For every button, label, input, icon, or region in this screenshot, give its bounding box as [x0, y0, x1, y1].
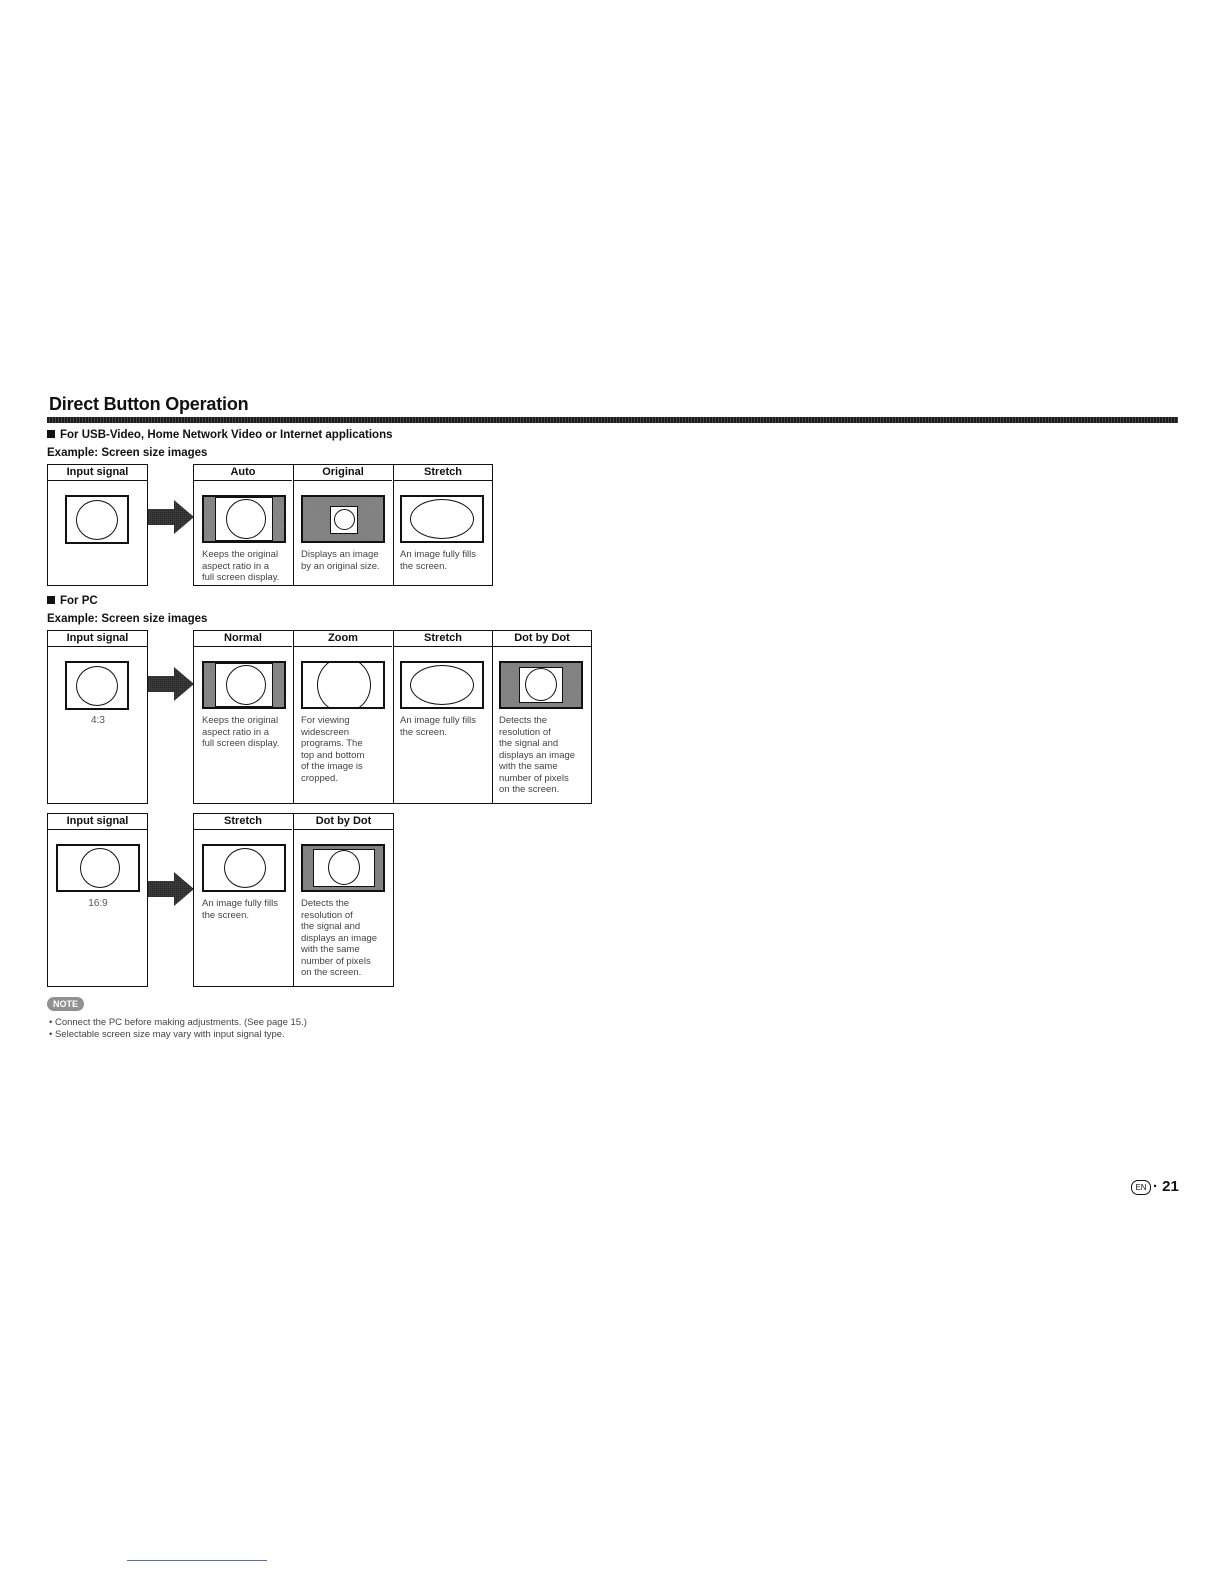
pc-input-box-4-3: [47, 630, 148, 804]
input-ratio-label: 4:3: [91, 715, 105, 726]
mode-header-stretch: Stretch: [394, 631, 492, 647]
title-divider: [47, 417, 1178, 423]
bullet-square-icon: [47, 596, 55, 604]
circle-image-icon: [226, 665, 266, 705]
mode-header-dot-by-dot: Dot by Dot: [493, 631, 591, 647]
desc-dot-by-dot: Detects the resolution of the signal and displays an image with the same number of pixels on the screen.: [499, 715, 576, 795]
input-ratio-label: 16:9: [88, 898, 108, 909]
circle-image-icon: [76, 500, 118, 540]
oval-image-icon: [410, 499, 474, 539]
arrow-right-icon: [148, 500, 194, 534]
section-usb-example: Example: Screen size images: [47, 447, 208, 459]
input-screen-4-3: [65, 661, 129, 710]
circle-image-icon: [525, 668, 557, 701]
desc-dot-by-dot: Detects the resolution of the signal and displays an image with the same number of pixels on the screen.: [301, 898, 378, 978]
circle-image-icon: [226, 499, 266, 539]
page-number: EN · 21: [1131, 1178, 1179, 1195]
screen-zoom: [301, 661, 385, 709]
input-screen-16-9: [56, 844, 140, 892]
usb-modes-box: [193, 464, 493, 586]
section-pc-heading: For PC: [47, 595, 98, 607]
circle-image-icon: [334, 509, 355, 530]
mode-header-stretch: Stretch: [194, 814, 292, 830]
page-title: Direct Button Operation: [49, 394, 249, 414]
bullet-square-icon: [47, 430, 55, 438]
circle-image-icon: [76, 666, 118, 706]
mode-header-auto: Auto: [194, 465, 292, 481]
screen-stretch: [400, 495, 484, 543]
desc-auto: Keeps the original aspect ratio in a full screen display.: [202, 549, 280, 583]
mode-header-dot-by-dot: Dot by Dot: [294, 814, 393, 830]
mode-header-zoom: Zoom: [294, 631, 392, 647]
desc-stretch: An image fully fills the screen.: [400, 549, 477, 572]
circle-image-icon: [80, 848, 120, 888]
input-signal-header: Input signal: [48, 814, 147, 830]
input-screen-4-3: [65, 495, 129, 544]
desc-stretch: An image fully fills the screen.: [400, 715, 477, 738]
screen-dot-by-dot: [301, 844, 385, 892]
pc-modes-box-16-9: [193, 813, 394, 987]
desc-normal: Keeps the original aspect ratio in a full screen display.: [202, 715, 280, 749]
note-item: • Selectable screen size may vary with input signal type.: [49, 1029, 285, 1040]
circle-image-icon: [328, 850, 360, 885]
language-badge: EN: [1131, 1180, 1151, 1195]
desc-zoom: For viewing widescreen programs. The top and bottom of the image is cropped.: [301, 715, 365, 784]
input-signal-header: Input signal: [48, 465, 147, 481]
circle-image-icon: [224, 848, 266, 888]
pc-input-box-16-9: [47, 813, 148, 987]
screen-stretch: [202, 844, 286, 892]
oval-image-icon: [410, 665, 474, 705]
screen-normal: [202, 661, 286, 709]
footer-rule: [127, 1560, 267, 1561]
usb-input-box: [47, 464, 148, 586]
mode-header-stretch: Stretch: [394, 465, 492, 481]
desc-original: Displays an image by an original size.: [301, 549, 380, 572]
desc-stretch: An image fully fills the screen.: [202, 898, 279, 921]
circle-image-icon: [317, 661, 371, 709]
arrow-right-icon: [148, 667, 194, 701]
section-pc-example: Example: Screen size images: [47, 613, 208, 625]
section-usb-heading: For USB-Video, Home Network Video or Internet applications: [47, 429, 393, 441]
note-badge: NOTE: [47, 997, 84, 1011]
screen-stretch: [400, 661, 484, 709]
note-item: • Connect the PC before making adjustments. (See page 15.): [49, 1017, 307, 1028]
input-signal-header: Input signal: [48, 631, 147, 647]
screen-auto: [202, 495, 286, 543]
arrow-right-icon: [148, 872, 194, 906]
mode-header-normal: Normal: [194, 631, 292, 647]
screen-original: [301, 495, 385, 543]
screen-dot-by-dot: [499, 661, 583, 709]
mode-header-original: Original: [294, 465, 392, 481]
pc-modes-box-4-3: [193, 630, 592, 804]
